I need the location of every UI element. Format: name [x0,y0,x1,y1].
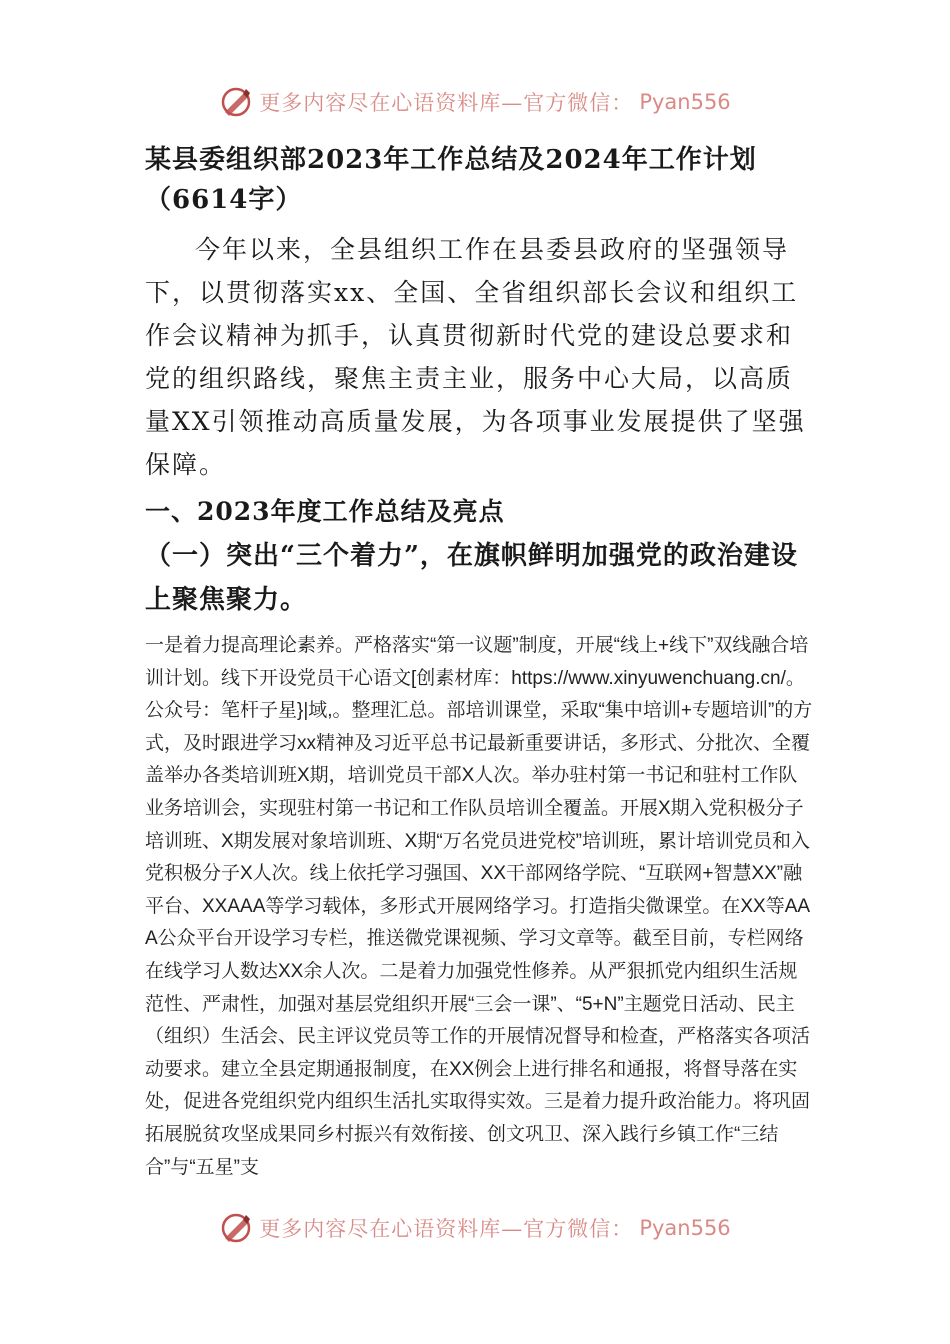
watermark-text: 更多内容尽在心语资料库—官方微信： [259,1217,634,1241]
section-heading: 一、2023年度工作总结及亮点 [145,497,505,526]
body-paragraph: 一是着力提高理论素养。严格落实“第一议题”制度，开展“线上+线下”双线融合培训计划。线下开设党员干心语文[创素材库：https://www.xinyuwenchuang.cn/。公众号：笔杆子星}|域,。整理汇总。部培训课堂，采取“集中培训+专题培训”的方式，及时跟进学习xx精神及习近平总书记最新重要讲话，多形式、分批次、全覆盖举办各类培训班X期，培训党员干部X人次。举办驻村第一书记和驻村工作队业务培训会，实现驻村第一书记和工作队员培训全覆盖。开展X期入党积极分子培训班、X期发展对象培训班、X期“万名党员进党校”培训班，累计培训党员和入党积极分子X人次。线上依托学习强国、XX干部网络学院、“互联网+智慧XX”融平台、XXAAA等学习载体，多形式开展网络学习。打造指尖微课堂。在XX等AAA公众平台开设学习专栏，推送微党课视频、学习文章等。截至目前，专栏网络在线学习人数达XX余人次。二是着力加强党性修养。从严狠抓党内组织生活规范性、严肃性，加强对基层党组织开展“三会一课”、“5+N”主题党日活动、民主（组织）生活会、民主评议党员等工作的开展情况督导和检查，严格落实各项活动要求。建立全县定期通报制度，在XX例会上进行排名和通报，将督导落在实处，促进各党组织党内组织生活扎实取得实效。三是着力提升政治能力。将巩固拓展脱贫攻坚成果同乡村振兴有效衔接、创文巩卫、深入践行乡镇工作“三结合”与“五星”支 [145,635,813,1178]
pen-logo-icon [219,1211,253,1245]
document-body [145,140,815,1184]
watermark-text: 更多内容尽在心语资料库—官方微信： [259,91,634,115]
subsection-heading: （一）突出“三个着力”，在旗帜鲜明加强党的政治建设上聚焦聚力。 [145,541,798,615]
watermark-wechat-id: Pyan556 [639,1216,731,1240]
intro-paragraph: 今年以来，全县组织工作在县委县政府的坚强领导下，以贯彻落实xx、全国、全省组织部长会议和组织工作会议精神为抓手，认真贯彻新时代党的建设总要求和党的组织路线，聚焦主责主业，服务中心大局，以高质量XX引领推动高质量发展，为各项事业发展提供了坚强保障。 [145,235,806,479]
watermark-banner-top [0,82,950,122]
pen-logo-icon [219,85,253,119]
document-title: 某县委组织部2023年工作总结及2024年工作计划（6614字） [145,145,757,215]
watermark-banner-bottom [0,1208,950,1248]
watermark-wechat-id: Pyan556 [639,90,731,114]
